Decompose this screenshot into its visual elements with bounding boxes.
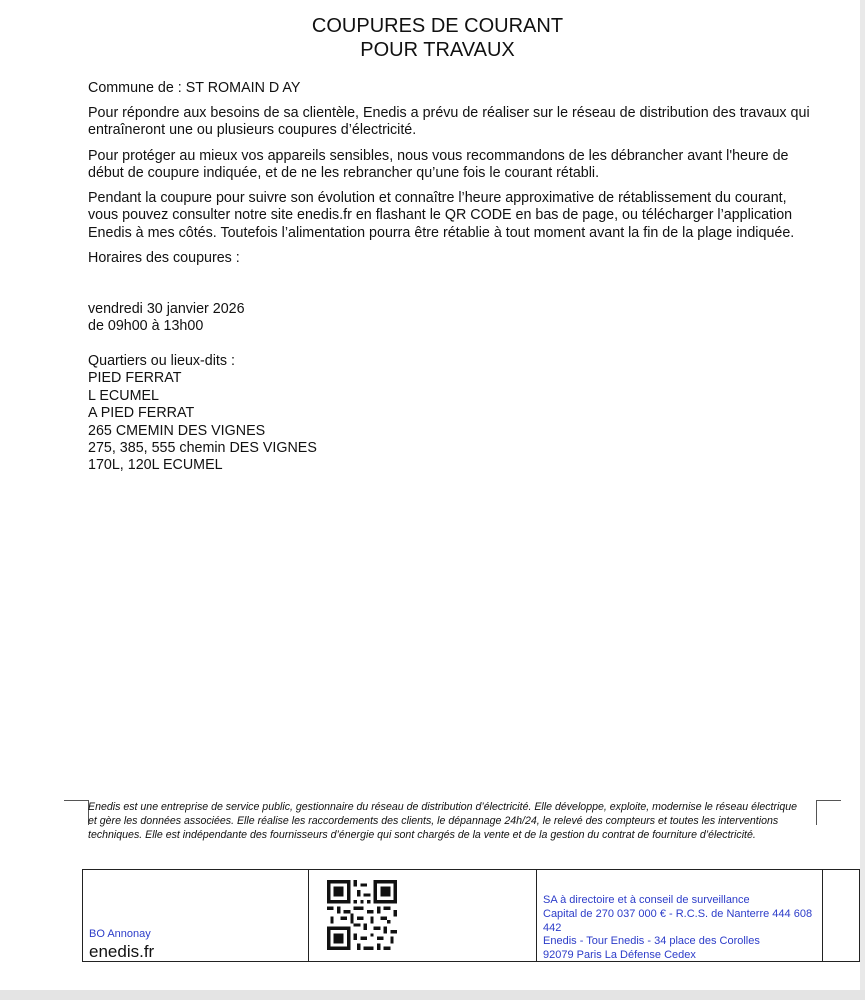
footer-empty-cell: [823, 870, 859, 961]
footer-company-cell: [537, 870, 823, 961]
company-line: Capital de 270 037 000 € - R.C.S. de Nanterre 444 608: [543, 907, 813, 920]
corner-mark-left: [64, 800, 89, 825]
footer-table: [82, 869, 860, 962]
title-line-1: COUPURES DE COURANT: [311, 15, 564, 37]
website-link[interactable]: enedis.fr: [89, 942, 155, 961]
schedule-block: [88, 301, 813, 336]
footer-qr-cell: [309, 870, 537, 961]
company-line: Enedis - Tour Enedis - 34 place des Corolles: [543, 935, 760, 948]
legal-notice: Enedis est une entreprise de service public, gestionnaire du réseau de distribution d’électricité. Elle développe, exploite, modernise le réseau électrique et gère les données associées. Elle réalise les raccordements des clients, le dépannage 24h/24, le relevé des compteurs et toutes les interventions techniques. Elle est indépendante des fournisseurs d’énergie qui sont chargés de la vente et de la gestion du contrat de fourniture d’électricité.: [88, 801, 798, 841]
location-item: 170L, 120L ECUMEL: [88, 457, 223, 474]
page-edge: [860, 0, 865, 1000]
paragraph-follow-up: Pendant la coupure pour suivre son évolution et connaître l’heure approximative de rétablissement du courant, vous pouvez consulter notre site enedis.fr en flashant le QR CODE en bas de page, ou télécharger l’application Enedis à mes côtés. Toutefois l’alimentation pourra être rétablie à tout moment avant la fin de la plage indiquée.: [88, 190, 795, 241]
page-bottom-edge: [0, 990, 865, 1000]
schedule-date: vendredi 30 janvier 2026: [88, 301, 245, 317]
company-line: 92079 Paris La Défense Cedex: [543, 949, 696, 962]
location-item: A PIED FERRAT: [88, 405, 195, 422]
locations-label: Quartiers ou lieux-dits :: [88, 353, 235, 369]
schedule-heading: Horaires des coupures :: [88, 250, 240, 266]
location-item: PIED FERRAT: [88, 370, 182, 387]
footer-office-cell: [83, 870, 309, 961]
paragraph-intro: Pour répondre aux besoins de sa clientèle, Enedis a prévu de réaliser sur le réseau de distribution des travaux qui entraîneront une ou plusieurs coupures d’électricité.: [88, 105, 810, 139]
corner-mark-right: [816, 800, 841, 825]
company-line: SA à directoire et à conseil de surveillance: [543, 894, 750, 906]
notice-title: [0, 14, 865, 62]
company-info: [543, 894, 819, 963]
paragraph-recommendation: Pour protéger au mieux vos appareils sensibles, nous vous recommandons de les débrancher avant l'heure de début de coupure indiquée, et de ne les rebrancher qu’une fois le courant rétabli.: [88, 148, 789, 182]
company-line: 442: [543, 921, 562, 934]
location-item: L ECUMEL: [88, 387, 159, 404]
locations-block: [88, 353, 813, 475]
qr-code-icon[interactable]: [327, 880, 397, 950]
location-item: 275, 385, 555 chemin DES VIGNES: [88, 440, 317, 457]
schedule-time: de 09h00 à 13h00: [88, 318, 204, 335]
title-line-2: POUR TRAVAUX: [360, 39, 515, 61]
office-name: BO Annonay: [89, 928, 151, 940]
commune-label: Commune de : ST ROMAIN D AY: [88, 80, 301, 96]
location-item: 265 CMEMIN DES VIGNES: [88, 422, 266, 439]
